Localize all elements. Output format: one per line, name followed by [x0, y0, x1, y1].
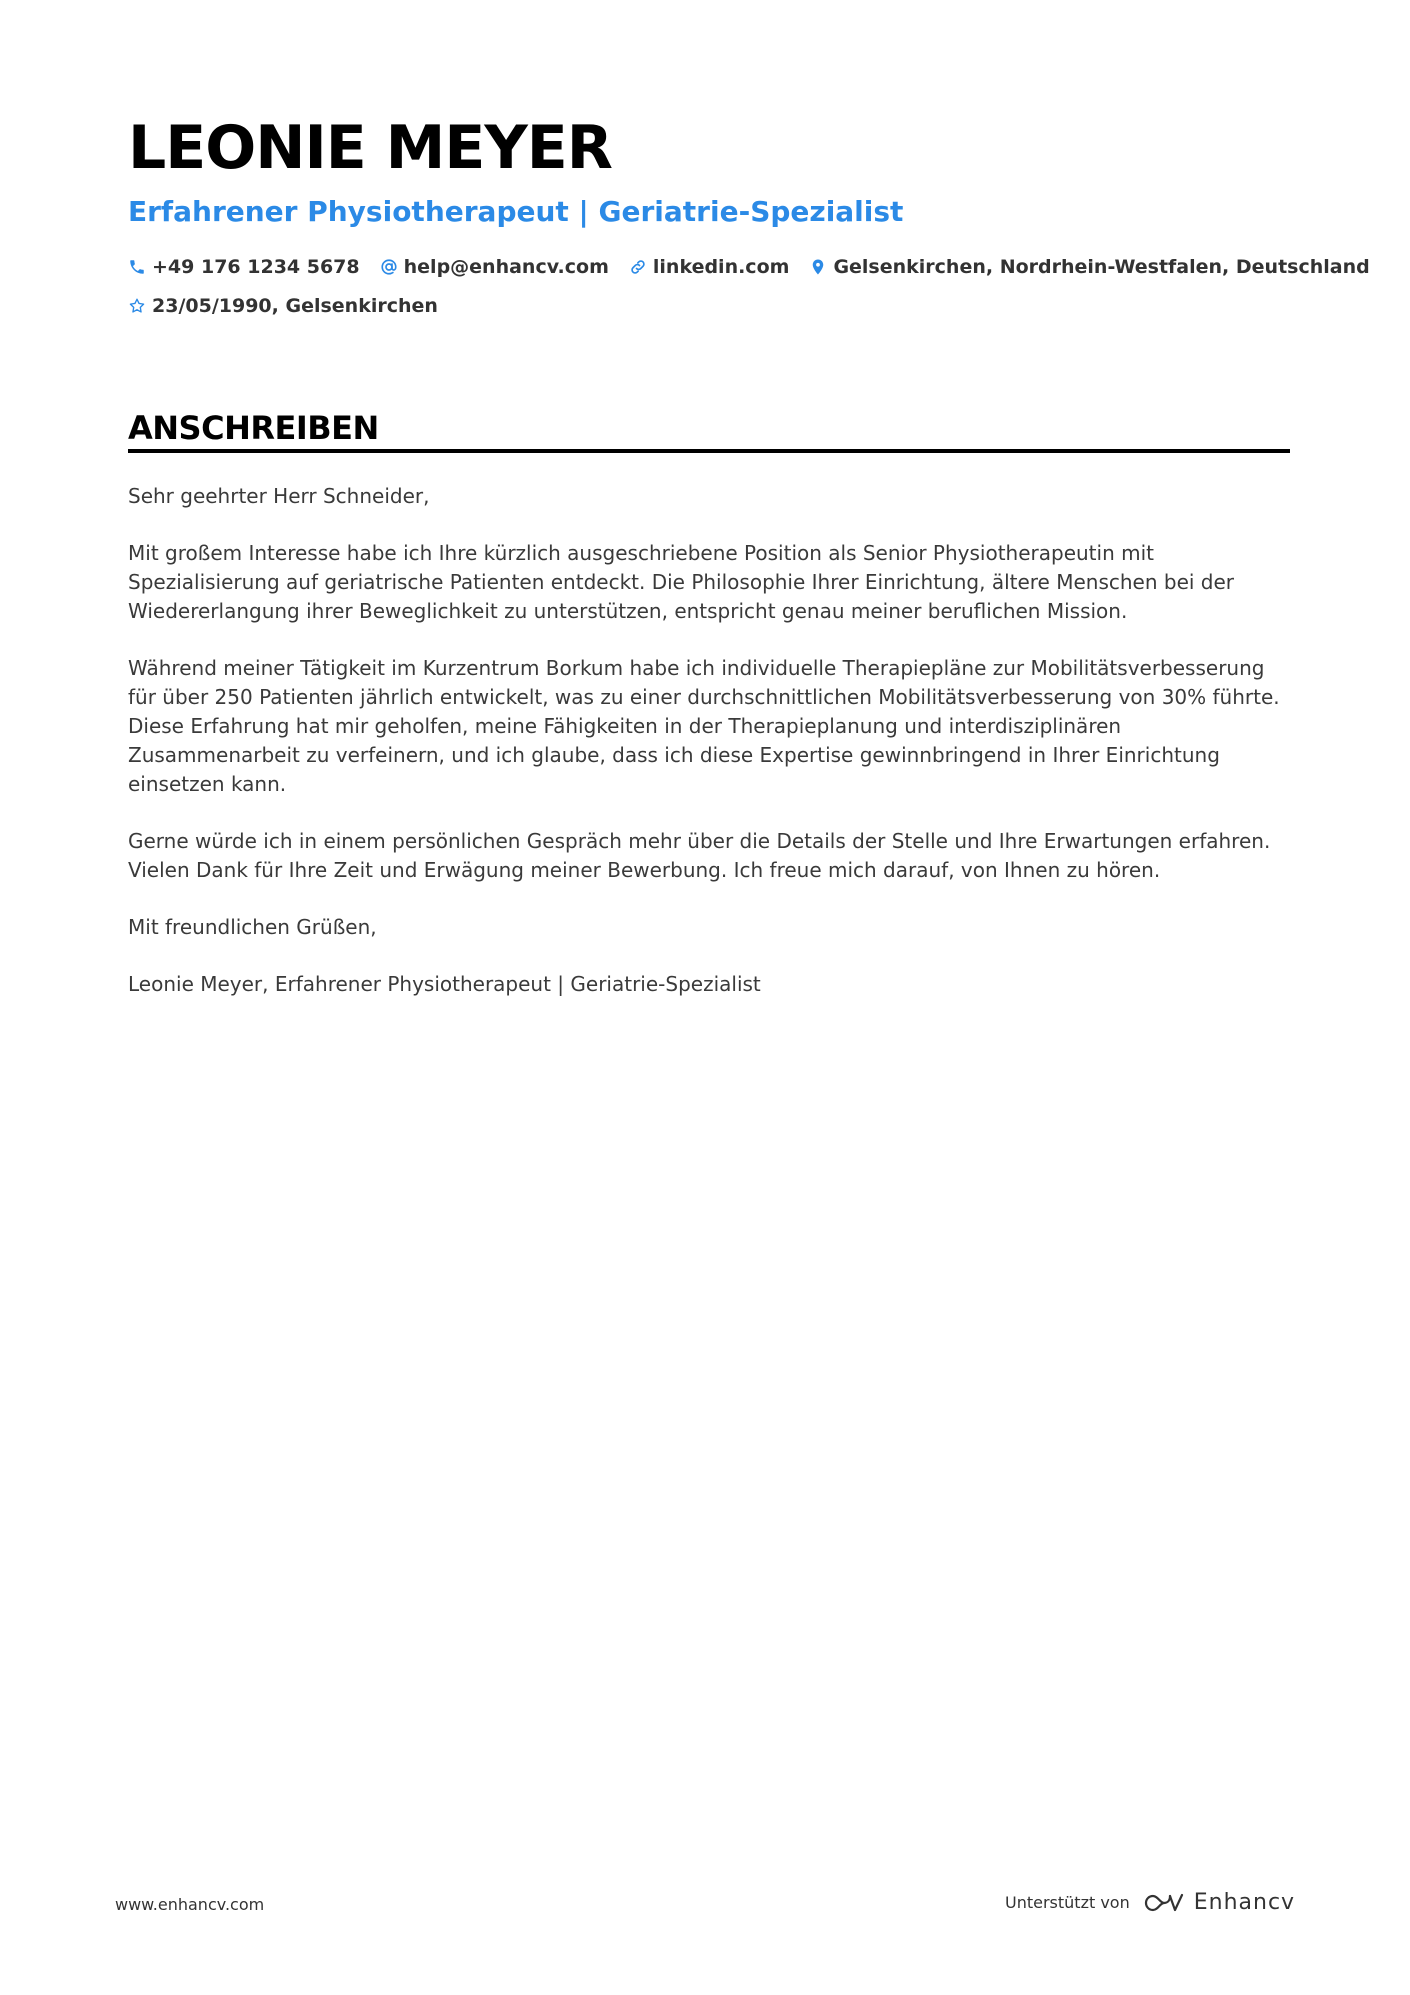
brand-name[interactable]: Enhancv	[1193, 1890, 1296, 1915]
contact-birth	[128, 295, 438, 317]
contact-email	[380, 256, 609, 278]
link-icon	[629, 258, 647, 276]
letter-paragraph: Während meiner Tätigkeit im Kurzentrum Borkum habe ich individuelle Therapiepläne zur Mobilitätsverbesserung für über 250 Patienten jährlich entwickelt, was zu einer durchschnittlichen Mobilitätsverbesserung von 30% führte. Diese Erfahrung hat mir geholfen, meine Fähigkeiten in der Therapieplanung und interdisziplinären Zusammenarbeit zu verfeinern, und ich glaube, dass ich diese Expertise gewinnbringend in Ihrer Einrichtung einsetzen kann.	[128, 656, 1280, 796]
section-divider	[128, 449, 1290, 453]
letter-salutation: Sehr geehrter Herr Schneider,	[128, 484, 430, 508]
footer-website[interactable]: www.enhancv.com	[115, 1895, 265, 1914]
letter-paragraph: Gerne würde ich in einem persönlichen Gespräch mehr über die Details der Stelle und Ihre Erwartungen erfahren. Vielen Dank für Ihre Zeit und Erwägung meiner Bewerbung. Ich freue mich darauf, von Ihnen zu hören.	[128, 829, 1271, 882]
contact-info	[128, 252, 1370, 330]
footer-branding	[1005, 1890, 1295, 1915]
at-icon	[380, 258, 398, 276]
candidate-title: Erfahrener Physiotherapeut | Geriatrie-Spezialist	[128, 195, 904, 228]
location-pin-icon	[809, 258, 827, 276]
contact-linkedin	[629, 256, 790, 278]
letter-closing: Mit freundlichen Grüßen,	[128, 915, 377, 939]
letter-paragraph: Mit großem Interesse habe ich Ihre kürzlich ausgeschriebene Position als Senior Physiotherapeutin mit Spezialisierung auf geriatrische Patienten entdeckt. Die Philosophie Ihrer Einrichtung, ältere Menschen bei der Wiedererlangung ihrer Beweglichkeit zu unterstützen, entspricht genau meiner beruflichen Mission.	[128, 541, 1235, 623]
contact-phone	[128, 256, 360, 278]
contact-location	[809, 256, 1369, 278]
powered-by-text: Unterstützt von	[1005, 1893, 1130, 1912]
candidate-name: LEONIE MEYER	[128, 113, 612, 183]
location-text: Gelsenkirchen, Nordrhein-Westfalen, Deutschland	[833, 256, 1370, 278]
contact-row-1	[128, 252, 1370, 282]
letter-signature: Leonie Meyer, Erfahrener Physiotherapeut | Geriatrie-Spezialist	[128, 972, 761, 996]
birth-date-place: 23/05/1990, Gelsenkirchen	[152, 295, 438, 317]
linkedin-link[interactable]: linkedin.com	[652, 256, 790, 278]
enhancv-logo-icon	[1142, 1891, 1186, 1915]
phone-number[interactable]: +49 176 1234 5678	[152, 256, 360, 278]
contact-row-2	[128, 291, 1298, 321]
star-icon	[128, 297, 146, 315]
letter-body	[128, 482, 1290, 1027]
email-address[interactable]: help@enhancv.com	[403, 256, 609, 278]
section-title: ANSCHREIBEN	[128, 409, 379, 447]
phone-icon	[128, 258, 146, 276]
